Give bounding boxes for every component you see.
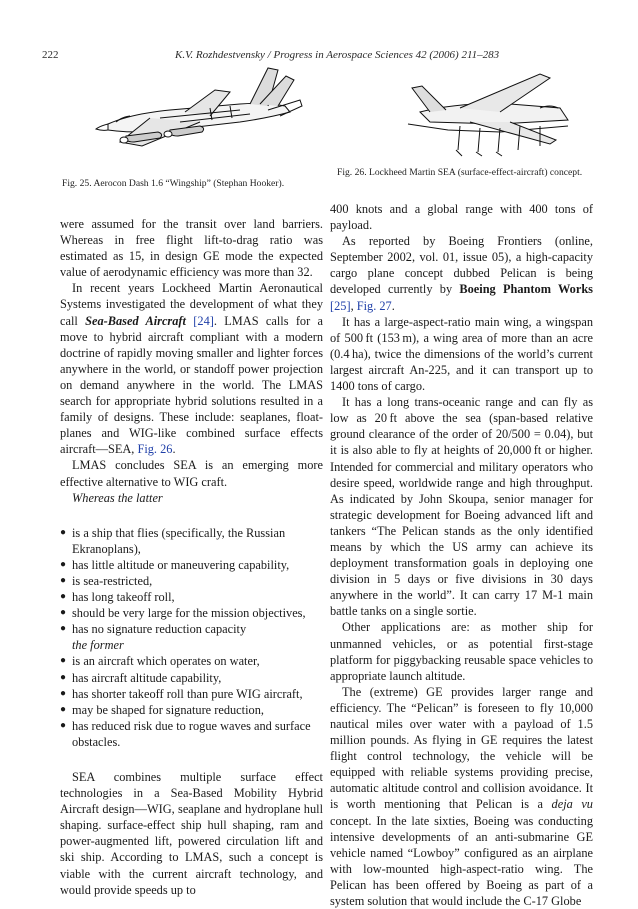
sea-based-aircraft-term: Sea-Based Aircraft [85,313,186,328]
list-item: ● has reduced risk due to rogue waves and surface obstacles. [60,718,323,750]
left-paragraph-5: SEA combines multiple surface effect technologies in a Sea-Based Mobility Hybrid Aircraft design—WIG, seaplane and hydroplane hull shaping. surface-effect ship hull shaping, ram and power-augmented lift, powered circulation lift and ski ship. According to LMAS, such a concept is viable with the current aircraft technology, and would provide speeds up to [60,770,323,897]
fig25-wingship-illustration [90,60,305,165]
fig-26-link[interactable]: Fig. 26 [137,442,173,457]
list-item: ● is an aircraft which operates on water, [60,653,323,669]
list-item: ● has long takeoff roll, [60,589,323,605]
boeing-phantom-works-term: Boeing Phantom Works [459,282,593,297]
left-column [60,216,323,898]
right-paragraph-1: 400 knots and a global range with 400 tons of payload. [330,202,593,233]
former-label: the former [72,638,124,653]
list-item: ● should be very large for the mission objectives, [60,605,323,621]
right-paragraph-4: It has a long trans-oceanic range and can fly as low as 20 ft above the sea (span-based relative ground clearance of the order of 20/500 = 0.04), but it is also able to fly at heights of 20,000 ft or higher. Intended for commercial and military operators who desire speed, worldwide range and high throughput. As indicated by John Skoupa, senior manager for strategic development for Boeing advanced lift and tankers “The Pelican stands as the only identified means by which the US army can achieve its deployment transformation goals in deploying one division in 5 days or five divisions in 30 days anywhere in the world”. It can carry 17 M-1 main battle tanks on a single sortie. [330,395,593,619]
ref-25-link[interactable]: [25] [330,298,351,313]
left-paragraph-4: Whereas the latter [72,490,163,505]
deja-vu-term: deja vu [551,797,593,812]
right-paragraph-5: Other applications are: as mother ship for unmanned vehicles, or as potential first-stage platform for piggybacking reusable space vehicles to appropriate launch altitude. [330,620,593,683]
list-item: ● has shorter takeoff roll than pure WIG aircraft, [60,686,323,702]
page-number: 222 [42,49,59,61]
fig26-sea-aircraft-illustration [400,64,580,159]
ref-24-link[interactable]: [24] [193,313,214,328]
list-item: ● is sea-restricted, [60,573,323,589]
list-item: ● is a ship that flies (specifically, the Russian Ekranoplans), [60,525,323,557]
right-paragraph-2: As reported by Boeing Frontiers (online, September 2002, vol. 01, issue 05), a high-capacity cargo plane concept dubbed Pelican is being developed currently by Boeing Phantom Works [25], Fig. 27. [330,234,593,313]
right-paragraph-3: It has a large-aspect-ratio main wing, a wingspan of 500 ft (153 m), a wing area of more than an acre (0.4 ha), twice the dimensions of the world’s current largest aircraft An-225, and it can transport up to 1400 tons of cargo. [330,314,593,394]
left-paragraph-2: In recent years Lockheed Martin Aeronautical Systems investigated the development of what they call Sea-Based Aircraft [24]. LMAS calls for a move to hybrid aircraft compliant with a modern doctrine of rapidly moving smaller and lighter forces anywhere in the world, or standoff power projection on demand anywhere in the world. The LMAS search for appropriate hybrid solutions resulted in a family of designs. These include: seaplanes, float-planes and WIG-like combined surface effects aircraft—SEA, Fig. 26. [60,281,324,457]
latter-list [60,525,323,638]
list-item: ● has no signature reduction capacity [60,621,323,637]
right-column [330,201,593,909]
list-item: ● has aircraft altitude capability, [60,670,323,686]
list-item: ● has little altitude or maneuvering capability, [60,557,323,573]
list-item: ● may be shaped for signature reduction, [60,702,323,718]
left-paragraph-3: LMAS concludes SEA is an emerging more effective alternative to WIG craft. [60,458,323,489]
running-header: K.V. Rozhdestvensky / Progress in Aerospace Sciences 42 (2006) 211–283 [175,49,500,61]
former-list [60,653,323,750]
left-paragraph-1: were assumed for the transit over land barriers. Whereas in free flight lift-to-drag ratio was estimated as 15, in design GE mode the expected value of aerodynamic efficiency was more than 32. [60,217,323,280]
right-paragraph-6: The (extreme) GE provides larger range and efficiency. The “Pelican” is foreseen to fly 10,000 nautical miles over water with a payload of 1.5 million pounds. As flying in GE requires the latest flight control technology, the vehicle will be equipped with reliable systems providing precise, automatic altitude control and collision avoidance. It is worth mentioning that Pelican is a deja vu concept. In the late sixties, Boeing was conducting intensive developments of an anti-submarine GE vehicle named “Lowboy” configured as an airplane with low-mounted high-aspect-ratio wing. The Pelican has been offered by Boeing as part of a system solution that would include the C-17 Globe [330,684,593,909]
fig25-caption: Fig. 25. Aerocon Dash 1.6 “Wingship” (Stephan Hooker). [62,178,285,189]
fig26-caption: Fig. 26. Lockheed Martin SEA (surface-effect-aircraft) concept. [337,167,583,178]
fig-27-link[interactable]: Fig. 27 [356,298,392,313]
